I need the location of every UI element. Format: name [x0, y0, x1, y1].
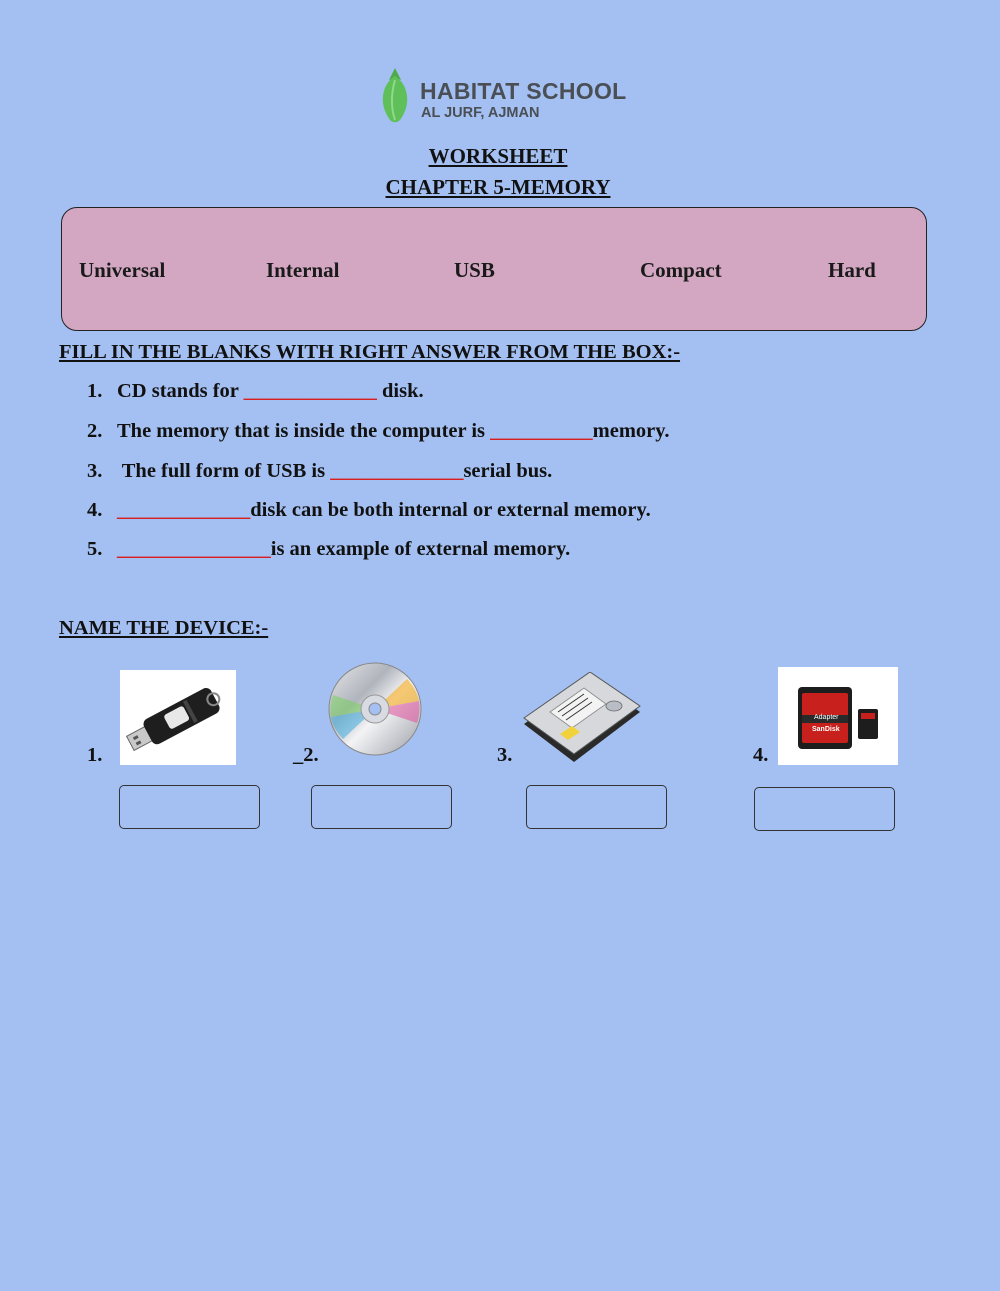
answer-blank-3[interactable]: _____________ — [330, 460, 464, 482]
compact-disc-icon — [327, 661, 423, 757]
device-answer-box-1[interactable] — [119, 785, 260, 829]
question-number: 5. — [87, 538, 103, 560]
question-text-before: CD stands for — [117, 380, 244, 402]
usb-drive-icon — [120, 670, 236, 765]
device-number-4: 4. — [753, 744, 769, 766]
memory-card-icon — [778, 667, 898, 765]
worksheet-title: WORKSHEET — [428, 144, 568, 168]
word-compact[interactable]: Compact — [640, 258, 722, 282]
leaf-logo-icon — [378, 66, 412, 124]
memory-card-brand: SanDisk — [812, 726, 840, 733]
question-4 — [87, 499, 651, 522]
question-text-after: serial bus. — [463, 460, 553, 482]
answer-blank-1[interactable]: _____________ — [243, 380, 377, 402]
word-box — [61, 207, 927, 331]
device-answer-box-3[interactable] — [526, 785, 667, 829]
question-text-after: memory. — [592, 420, 670, 442]
word-universal[interactable]: Universal — [79, 258, 166, 282]
fill-blanks-heading: FILL IN THE BLANKS WITH RIGHT ANSWER FROM THE BOX:- — [59, 341, 681, 363]
question-text-before: The memory that is inside the computer is — [117, 420, 491, 442]
school-location: AL JURF, AJMAN — [421, 105, 540, 121]
device-number-3: 3. — [497, 744, 513, 766]
answer-blank-2[interactable]: __________ — [490, 420, 593, 442]
question-text-after: disk. — [376, 380, 424, 402]
word-internal[interactable]: Internal — [266, 258, 340, 282]
question-1 — [87, 380, 424, 403]
word-hard[interactable]: Hard — [828, 258, 876, 282]
question-3 — [87, 460, 552, 483]
word-usb[interactable]: USB — [454, 258, 495, 282]
answer-blank-4[interactable]: _____________ — [117, 499, 251, 521]
school-logo — [378, 66, 628, 128]
question-number: 2. — [87, 420, 103, 442]
question-text-after: is an example of external memory. — [270, 538, 571, 560]
question-number: 1. — [87, 380, 103, 402]
school-name: HABITAT SCHOOL — [420, 78, 627, 104]
device-number-1: 1. — [87, 744, 103, 766]
device-answer-box-4[interactable] — [754, 787, 895, 831]
question-number: 3. — [87, 460, 103, 482]
question-2 — [87, 420, 670, 443]
device-answer-box-2[interactable] — [311, 785, 452, 829]
device-number-2: _2. — [293, 744, 319, 766]
question-number: 4. — [87, 499, 103, 521]
name-device-heading: NAME THE DEVICE:- — [59, 617, 269, 639]
question-5 — [87, 538, 570, 561]
hard-disk-icon — [520, 672, 644, 768]
chapter-title: CHAPTER 5-MEMORY — [385, 175, 611, 199]
memory-card-label: Adapter — [814, 714, 839, 721]
question-text-after: disk can be both internal or external memory. — [250, 499, 651, 521]
question-text-before: The full form of USB is — [117, 460, 331, 482]
answer-blank-5[interactable]: _______________ — [117, 538, 271, 560]
